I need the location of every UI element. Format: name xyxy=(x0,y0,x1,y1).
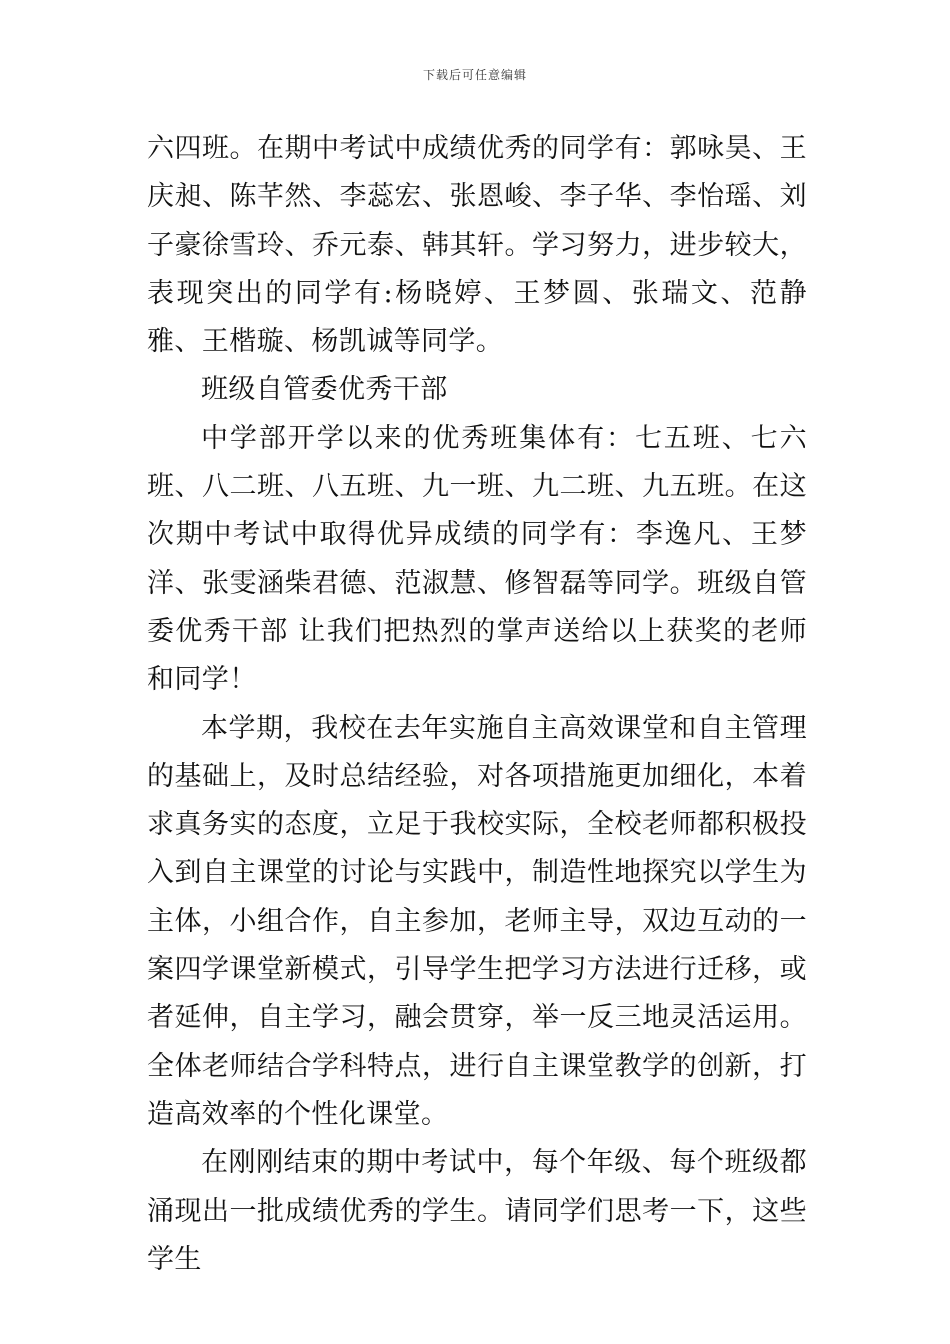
section-heading: 班级自管委优秀干部 xyxy=(201,374,448,406)
paragraph: 中学部开学以来的优秀班集体有：七五班、七六班、八二班、八五班、九一班、九二班、九五班。在这次期中考试中取得优异成绩的同学有：李逸凡、王梦洋、张雯涵柴君德、范淑慧、修智磊等同学。班级自管委优秀干部 让我们把热烈的掌声送给以上获奖的老师和同学！ xyxy=(147,422,807,696)
paragraph: 六四班。在期中考试中成绩优秀的同学有：郭咏昊、王庆昶、陈芊然、李蕊宏、张恩峻、李子华、李怡瑶、刘子豪徐雪玲、乔元泰、韩其轩。学习努力，进步较大，表现突出的同学有:杨晓婷、王梦圆、张瑞文、范静雅、王楷璇、杨凯诚等同学。 xyxy=(147,133,807,358)
paragraph: 在刚刚结束的期中考试中，每个年级、每个班级都涌现出一批成绩优秀的学生。请同学们思考一下，这些学生 xyxy=(147,1147,807,1275)
page-header-note: 下载后可任意编辑 xyxy=(422,68,527,82)
document-body xyxy=(147,125,807,1284)
paragraph: 本学期，我校在去年实施自主高效课堂和自主管理的基础上，及时总结经验，对各项措施更加细化，本着求真务实的态度，立足于我校实际，全校老师都积极投入到自主课堂的讨论与实践中，制造性地探究以学生为主体，小组合作，自主参加，老师主导，双边互动的一案四学课堂新模式，引导学生把学习方法进行迁移，或者延伸，自主学习，融会贯穿，举一反三地灵活运用。全体老师结合学科特点，进行自主课堂教学的创新，打造高效率的个性化课堂。 xyxy=(147,712,807,1130)
